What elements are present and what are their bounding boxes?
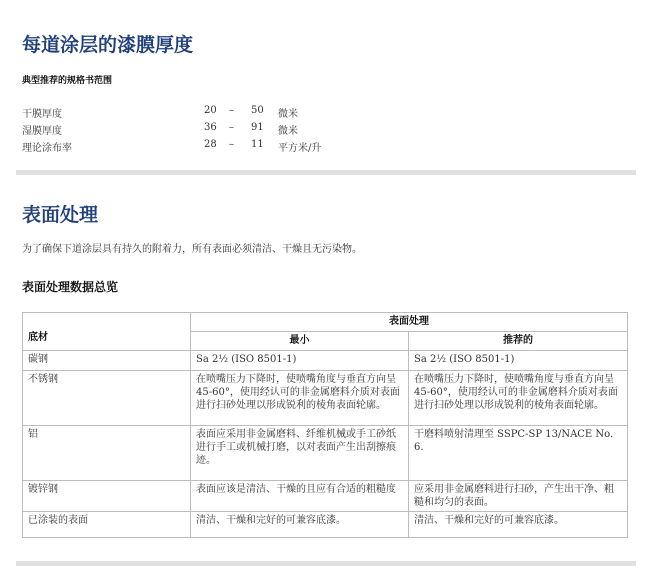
spec-min: 20 xyxy=(204,105,217,116)
spec-min: 28 xyxy=(204,139,217,150)
table-row xyxy=(23,426,628,481)
header-recommended: 推荐的 xyxy=(409,332,628,351)
surface-prep-summary-title: 表面处理数据总览 xyxy=(22,280,119,294)
surface-prep-intro: 为了确保下道涂层具有持久的附着力，所有表面必须清洁、干燥且无污染物。 xyxy=(22,244,362,255)
spec-min: 36 xyxy=(204,122,217,133)
recommended-cell: 干磨料喷射清理至 SSPC-SP 13/NACE No. 6. xyxy=(409,426,628,481)
table-row xyxy=(23,481,628,512)
bottom-divider xyxy=(16,561,636,566)
minimum-cell: Sa 2½ (ISO 8501-1) xyxy=(191,351,409,371)
spec-row-wet xyxy=(22,122,422,136)
minimum-cell: 清洁、干燥和完好的可兼容底漆。 xyxy=(191,512,409,538)
spec-max: 11 xyxy=(251,139,264,150)
spec-unit: 微米 xyxy=(278,126,298,137)
film-thickness-title: 每道涂层的漆膜厚度 xyxy=(22,34,194,56)
surface-prep-title: 表面处理 xyxy=(22,204,99,226)
substrate-cell: 不锈钢 xyxy=(23,371,191,426)
surface-prep-table xyxy=(22,312,628,538)
header-minimum: 最小 xyxy=(191,332,409,351)
spec-sep: – xyxy=(229,105,234,116)
substrate-cell: 碳钢 xyxy=(23,351,191,371)
recommended-cell: 在喷嘴压力下降时，使喷嘴角度与垂直方向呈45-60°，使用经认可的非金属磨料介质对表面进行扫砂处理以形成锐利的棱角表面轮廓。 xyxy=(409,371,628,426)
spec-unit: 微米 xyxy=(278,109,298,120)
section-divider xyxy=(16,170,636,175)
spec-sep: – xyxy=(229,139,234,150)
minimum-cell: 表面应该是清洁、干燥的且应有合适的粗糙度 xyxy=(191,481,409,512)
spec-sep: – xyxy=(229,122,234,133)
spec-label: 干膜厚度 xyxy=(22,109,62,120)
minimum-cell: 表面应采用非金属磨料、纤维机械或手工砂纸进行手工或机械打磨，以对表面产生出刮擦痕迹。 xyxy=(191,426,409,481)
header-substrate: 底材 xyxy=(23,313,191,351)
substrate-cell: 铝 xyxy=(23,426,191,481)
spec-row-dry xyxy=(22,105,422,119)
recommended-cell: 应采用非金属磨料进行扫砂，产生出干净、粗糙和均匀的表面。 xyxy=(409,481,628,512)
spec-max: 91 xyxy=(251,122,264,133)
recommended-cell: Sa 2½ (ISO 8501-1) xyxy=(409,351,628,371)
spec-unit: 平方米/升 xyxy=(278,143,322,154)
spec-range-subtitle: 典型推荐的规格书范围 xyxy=(22,76,113,86)
spec-label: 湿膜厚度 xyxy=(22,126,62,137)
substrate-cell: 已涂装的表面 xyxy=(23,512,191,538)
spec-label: 理论涂布率 xyxy=(22,143,72,154)
table-row xyxy=(23,351,628,371)
minimum-cell: 在喷嘴压力下降时，使喷嘴角度与垂直方向呈45-60°，使用经认可的非金属磨料介质对表面进行扫砂处理以形成锐利的棱角表面轮廓。 xyxy=(191,371,409,426)
table-row xyxy=(23,512,628,538)
table-header-row xyxy=(23,313,628,332)
spec-row-coverage xyxy=(22,139,422,153)
spec-max: 50 xyxy=(251,105,264,116)
substrate-cell: 镀锌钢 xyxy=(23,481,191,512)
table-row xyxy=(23,371,628,426)
header-surface-prep: 表面处理 xyxy=(191,313,628,332)
recommended-cell: 清洁、干燥和完好的可兼容底漆。 xyxy=(409,512,628,538)
